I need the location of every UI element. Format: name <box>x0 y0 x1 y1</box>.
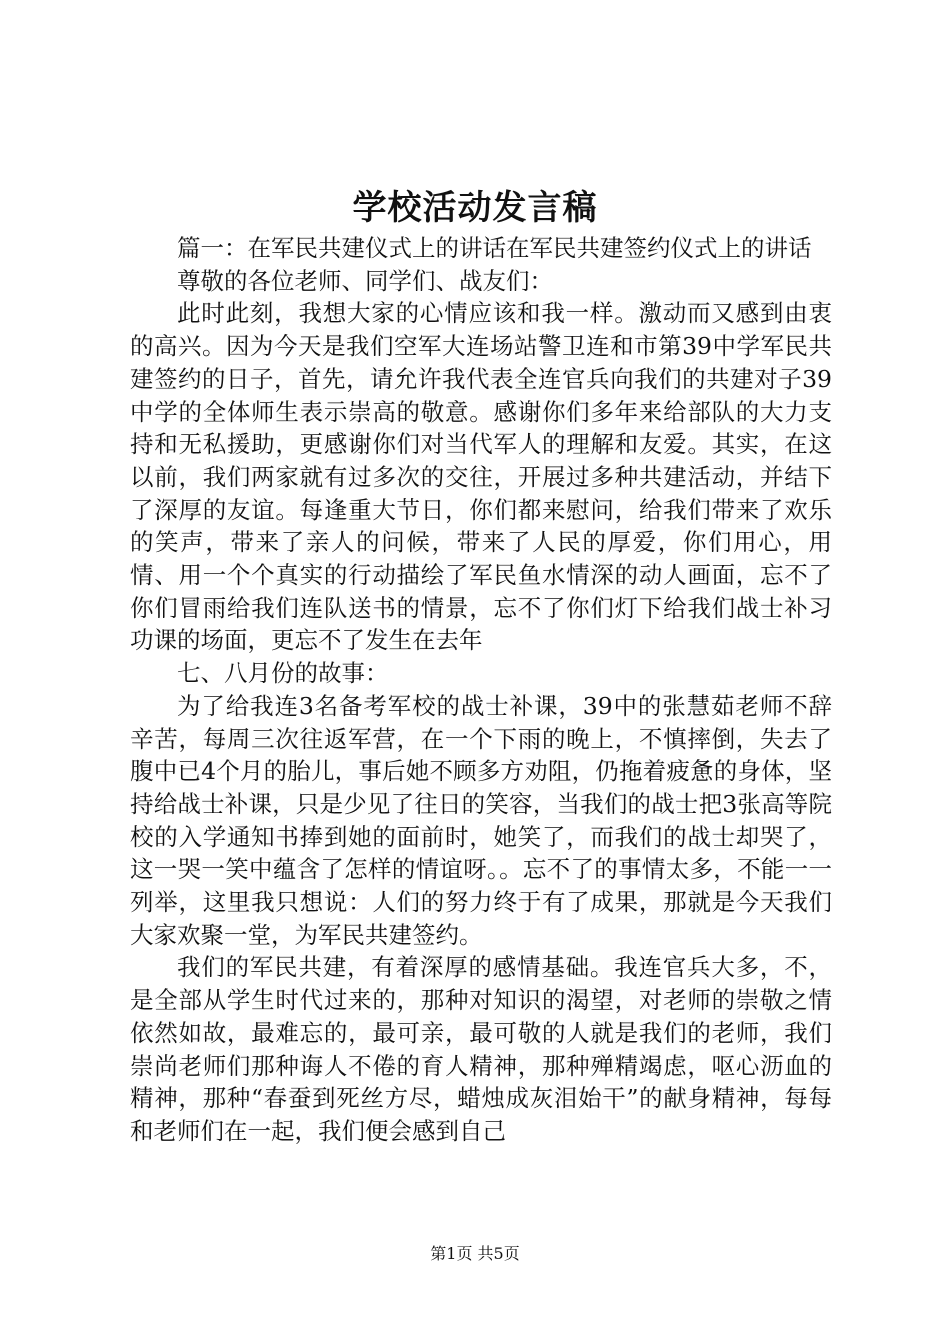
paragraph: 我们的军民共建，有着深厚的感情基础。我连官兵大多，不，是全部从学生时代过来的，那种对知识的渴望，对老师的崇敬之情依然如故，最难忘的，最可亲，最可敬的人就是我们的老师，我们崇尚老师们那种诲人不倦的育人精神，那种殚精竭虑，呕心沥血的精神，那种“春蚕到死丝方尽，蜡烛成灰泪始干”的献身精神，每每和老师们在一起，我们便会感到自己 <box>130 953 832 1145</box>
paragraph: 尊敬的各位老师、同学们、战友们： <box>177 266 553 295</box>
paragraph: 篇一：在军民共建仪式上的讲话在军民共建签约仪式上的讲话 <box>177 234 812 262</box>
page-footer: 第1页 共5页 <box>430 1244 520 1263</box>
paragraph: 为了给我连3名备考军校的战士补课，39中的张慧茹老师不辞辛苦，每周三次往返军营，在一个下雨的晚上，不慎摔倒，失去了腹中已4个月的胎儿，事后她不顾多方劝阻，仍拖着疲惫的身体，坚持给战士补课，只是少见了往日的笑容，当我们的战士把3张高等院校的入学通知书捧到她的面前时，她笑了，而我们的战士却哭了，这一哭一笑中蕴含了怎样的情谊呀。。忘不了的事情太多，不能一一列举，这里我只想说：人们的努力终于有了成果，那就是今天我们大家欢聚一堂，为军民共建签约。 <box>130 691 832 949</box>
paragraph: 七、八月份的故事： <box>177 659 389 688</box>
paragraph: 此时此刻，我想大家的心情应该和我一样。激动而又感到由衷的高兴。因为今天是我们空军大连场站警卫连和市第39中学军民共建签约的日子，首先，请允许我代表全连官兵向我们的共建对子39中学的全体师生表示崇高的敬意。感谢你们多年来给部队的大力支持和无私援助，更感谢你们对当代军人的理解和友爱。其实，在这以前，我们两家就有过多次的交往，开展过多种共建活动，并结下了深厚的友谊。每逢重大节日，你们都来慰问，给我们带来了欢乐的笑声，带来了亲人的问候，带来了人民的厚爱，你们用心，用情、用一个个真实的行动描绘了军民鱼水情深的动人画面，忘不了你们冒雨给我们连队送书的情景，忘不了你们灯下给我们战士补习功课的场面，更忘不了发生在去年 <box>130 299 832 655</box>
document-body <box>130 232 832 1148</box>
document-title: 学校活动发言稿 <box>352 188 598 228</box>
